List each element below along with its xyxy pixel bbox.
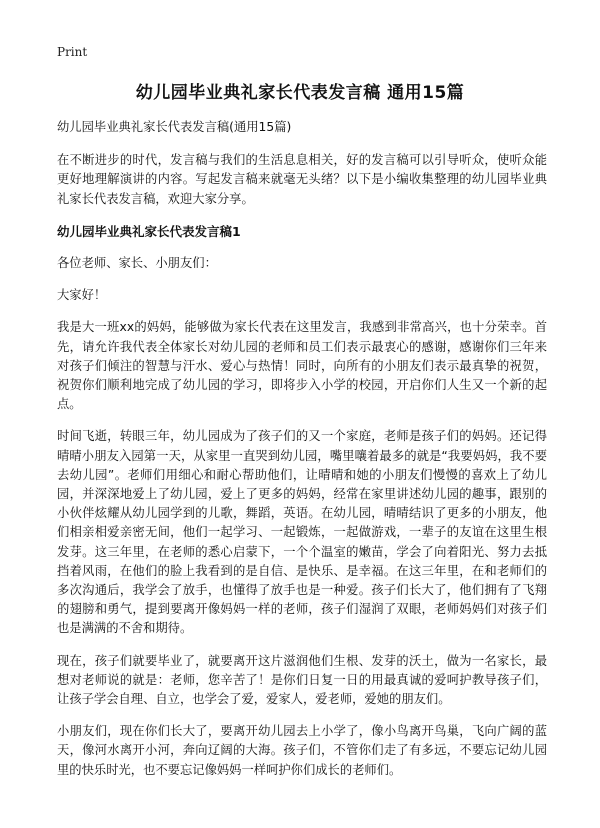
document-title: 幼儿园毕业典礼家长代表发言稿 通用15篇: [135, 83, 465, 103]
body-paragraph: 我是大一班xx的妈妈，能够做为家长代表在这里发言，我感到非常高兴，也十分荣幸。首先，请允许我代表全体家长对幼儿园的老师和员工们表示最衷心的感谢，感谢你们三年来对孩子们倾注的智慧与汗水、爱心与热情！同时，向所有的小朋友们表示最真挚的祝贺，祝贺你们顺利地完成了幼儿园的学习，即将步入小学的校园，开启你们人生又一个新的起点。: [57, 320, 547, 412]
print-label: Print: [57, 45, 88, 59]
body-paragraph: 现在，孩子们就要毕业了，就要离开这片滋润他们生根、发芽的沃土，做为一名家长，最想对老师说的就是：老师，您辛苦了！是你们日复一日的用最真诚的爱呵护教导孩子们，让孩子学会自理、自立，也学会了爱，爱家人，爱老师，爱她的朋友们。: [57, 653, 547, 707]
body-paragraph: 小朋友们，现在你们长大了，要离开幼儿园去上小学了，像小鸟离开鸟巢，飞向广阔的蓝天，像河水离开小河，奔向辽阔的大海。孩子们，不管你们走了有多远，不要忘记幼儿园里的快乐时光，也不要忘记像妈妈一样呵护你们成长的老师们。: [57, 724, 547, 777]
greeting-line: 各位老师、家长、小朋友们：: [57, 256, 217, 271]
section-heading: 幼儿园毕业典礼家长代表发言稿1: [57, 223, 241, 239]
document-body: [57, 118, 547, 793]
intro-paragraph: 在不断进步的时代，发言稿与我们的生活息息相关，好的发言稿可以引导听众，使听众能更好地理解演讲的内容。写起发言稿来就毫无头绪？以下是小编收集整理的幼儿园毕业典礼家长代表发言稿，欢迎大家分享。: [57, 153, 547, 206]
hello-line: 大家好！: [57, 288, 107, 303]
document-subtitle: 幼儿园毕业典礼家长代表发言稿(通用15篇): [57, 120, 292, 134]
body-paragraph: 时间飞逝，转眼三年，幼儿园成为了孩子们的又一个家庭，老师是孩子们的妈妈。还记得晴晴小朋友入园第一天，从家里一直哭到幼儿园，嘴里嚷着最多的就是“我要妈妈，我不要去幼儿园”。老师们用细心和耐心帮助他们，让晴晴和她的小朋友们慢慢的喜欢上了幼儿园，并深深地爱上了幼儿园，爱上了更多的妈妈，经常在家里讲述幼儿园的趣事，跟别的小伙伴炫耀从幼儿园学到的儿歌，舞蹈，英语。在幼儿园，晴晴结识了更多的小朋友，他们相亲相爱亲密无间，他们一起学习、一起锻炼，一起做游戏，一辈子的友谊在这里生根发芽。这三年里，在老师的悉心启蒙下，一个个温室的嫩苗，学会了向着阳光、努力去抵挡着风雨，在他们的脸上我看到的是自信、是快乐、是幸福。在这三年里，在和老师们的多次沟通后，我学会了放手，也懂得了放手也是一种爱。孩子们长大了，他们拥有了飞翔的翅膀和勇气，提到要离开像妈妈一样的老师，孩子们湿润了双眼，老师妈妈们对孩子们也是满满的不舍和期待。: [57, 429, 547, 636]
